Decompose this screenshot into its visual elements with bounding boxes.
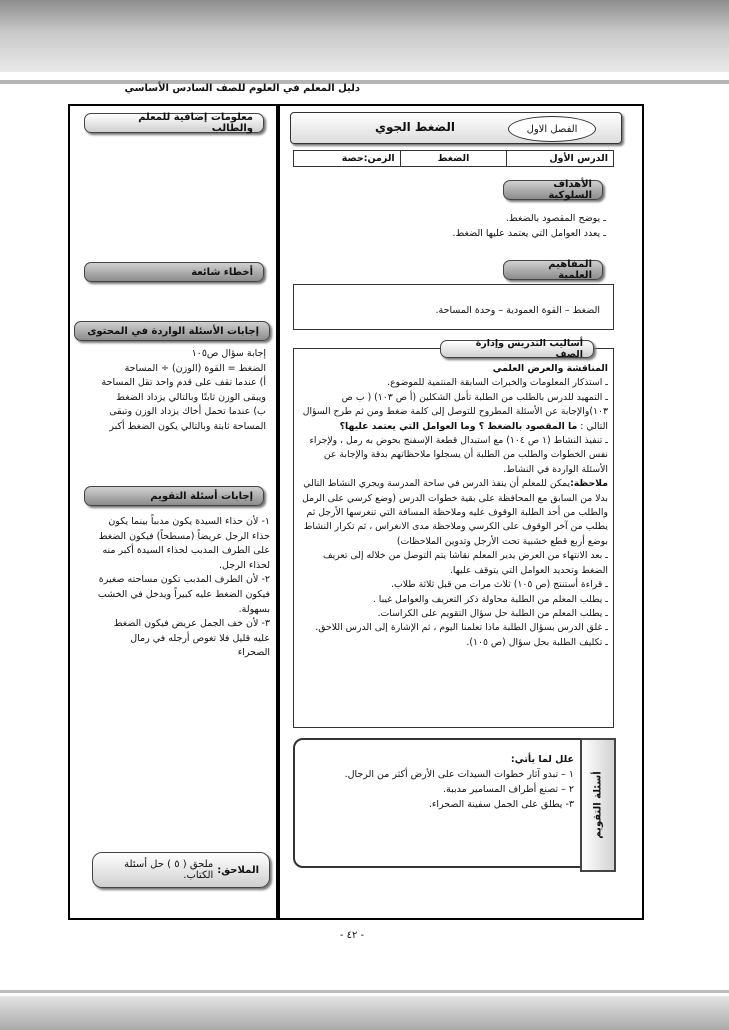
eval-answer-line: على الطرف المدبب لحذاء السيدة أكبر منه (102, 545, 270, 557)
concepts-label: المفاهيم العلمية (503, 260, 603, 280)
content-answer-line: الضغط = القوة (الوزن) ÷ المساحة (124, 362, 266, 374)
eval-answer-line: الصحراء (237, 647, 270, 659)
eval-question: ٣- يطلق على الجمل سفينة الصحراء. (428, 799, 574, 810)
eval-answers (76, 515, 270, 661)
common-errors-label: أخطاء شائعة (84, 262, 264, 282)
extra-info-label: معلومات إضافية للمعلم والطالب (84, 113, 264, 133)
content-answer-line: المساحة ثابتة وبالتالي يكون الضغط أكبر (109, 420, 266, 432)
method-item: ـ بعد الانتهاء من العرض يدير المعلم نقاشا يتم التوصل من خلاله إلى تعريف الضغط وتحديد العوامل التي يتوقف عليها. (323, 550, 608, 576)
eval-answer-line: عليه قليل فلا تغوص أرجله في رمال (130, 632, 270, 644)
top-band (0, 0, 729, 72)
method-item: ـ تنفيذ النشاط (١ ص ١٠٤) مع استبدال قطعة الإسفنج بحوض به رمل ، ولإجراء نفس الخطوات والطلب من الطلبة أن يسجلوا ملاحظاتهم بدقة والإجابة عن الأسئلة الواردة في النشاط. (309, 435, 608, 475)
eval-question: ٢ – تصنع أطراف المسامير مدببة. (443, 784, 574, 795)
objectives (296, 212, 606, 241)
method-item: ـ تكليف الطلبة بحل سؤال (ص ١٠٥). (466, 636, 608, 648)
eval-answer-line: فيكون الضغط عليه كبيراً ويدخل في الخشب (97, 588, 270, 600)
eval-answer-line: بسهولة. (238, 603, 270, 615)
eval-answer-line: لحذاء الرجل. (218, 559, 270, 571)
methods-heading: المناقشة والعرض العلمي (492, 363, 608, 374)
eval-answer-line: ٢- لأن الطرف المدبب تكون مساحته صغيرة (98, 574, 270, 586)
method-item: ـ قراءة أستنتج (ص ١٠٥) ثلاث مرات من قبل ثلاثة طلاب. (391, 579, 608, 591)
note-text: يمكن للمعلم أن ينفذ الدرس في ساحة المدرسة ويجري النشاط التالي بدلا من السابق مع المحافظة على بقية خطوات الدرس (وضع كرسي على الرمل والطلب من أحد الطلبة الوقوف عليه وملاحظة المسافة التي تنغرسها الأرجل ثم يطلب من آخر الوقوف على الكرسي وملاحظة مدى الانغراس ، ثم تكرار النشاط بوضع أربع قطع خشبية تحت الأرجل وتدوين الملاحظات) (302, 478, 608, 547)
bottom-band (0, 996, 729, 1030)
eval-tab (580, 738, 616, 872)
method-intro: ـ التمهيد للدرس بالطلب من الطلبة تأمل الشكلين (أ ص ١٠٣) ( ب ص ١٠٣)والإجابة عن الأسئلة المطروح للتوصل إلى كلمة ضغط ومن ثم طرح السؤال التالي : (302, 391, 608, 432)
content-answer-line: أ) عندما تقف على قدم واحد تقل المساحة (101, 377, 266, 389)
method-item: ـ استذكار المعلومات والخبرات السابقة المنتمية للموضوع. (387, 377, 608, 389)
notes-box (92, 852, 270, 888)
eval-answers-label: إجابات أسئلة التقويم (84, 486, 264, 506)
eval-answer-line: ١- لأن حذاء السيدة يكون مدبباً بينما يكون (108, 516, 270, 527)
column-divider (276, 104, 280, 920)
eval-questions (334, 752, 574, 812)
notes-text: ملحق ( ٥ ) حل أسئلة الكتاب. (124, 859, 214, 881)
concepts-text: الضغط – القوة العمودية – وحدة المساحة. (435, 305, 600, 316)
content-answers-label: إجابات الأسئلة الواردة في المحتوى (74, 321, 270, 341)
content-answer-line: ويبقى الوزن ثابتًا وبالتالي يزداد الضغط (116, 391, 266, 403)
lesson-title: الضغط (401, 151, 508, 166)
content-answer-line: ب) عندما تحمل أخاك يزداد الوزن وتبقى (109, 406, 266, 418)
lesson-time: الزمن:حصة (294, 151, 401, 166)
method-item: ـ غلق الدرس بسؤال الطلبة ماذا تعلمنا اليوم ، ثم الإشارة إلى الدرس اللاحق. (315, 622, 608, 634)
topic-title: الضغط الجوي (374, 120, 456, 134)
content-answers (80, 347, 266, 435)
eval-tab-label: أسئلة التقويم (592, 771, 604, 839)
bottom-rule (0, 990, 729, 993)
header-title: دليل المعلم في العلوم للصف السادس الأساسي (124, 83, 360, 94)
chapter-badge: الفصل الاول (508, 116, 596, 142)
method-item: ـ يطلب المعلم من الطلبة حل سؤال التقويم على الكراسات. (377, 607, 608, 619)
method-item: ـ يطلب المعلم من الطلبة محاولة ذكر التعريف والعوامل غيبا . (372, 593, 608, 605)
eval-answer-line: حذاء الرجل عريضاً (مسطحاً) فيكون الضغط (98, 530, 270, 542)
notes-label: الملاحق: (217, 864, 259, 876)
page-number: - ٤٢ - (339, 930, 365, 941)
method-item (298, 477, 608, 549)
methods-content (298, 362, 608, 650)
content-answer-line: إجابة سؤال ص١٠٥ (191, 348, 266, 359)
method-item (298, 391, 608, 434)
objectives-label: الأهداف السلوكية (503, 180, 603, 200)
eval-answer-line: ٣- لأن خف الجمل عريض فيكون الضغط (113, 618, 270, 630)
lesson-row (293, 150, 614, 167)
eval-heading: علل لما يأتي: (510, 754, 574, 765)
note-label: ملاحظة: (570, 478, 608, 490)
methods-label: أساليب التدريس وإدارة الصف (440, 340, 594, 358)
objective-item: ـ يوضح المقصود بالضغط. (505, 213, 606, 224)
objective-item: ـ يعدد العوامل التي يعتمد عليها الضغط. (452, 227, 606, 239)
method-key-question: ما المقصود بالضغط ؟ وما العوامل التي يعتمد عليها؟ (339, 420, 578, 432)
eval-question: ١ – تبدو آثار خطوات السيدات على الأرض أكثر من الرجال. (344, 769, 574, 780)
lesson-number: الدرس الأول (549, 153, 608, 164)
